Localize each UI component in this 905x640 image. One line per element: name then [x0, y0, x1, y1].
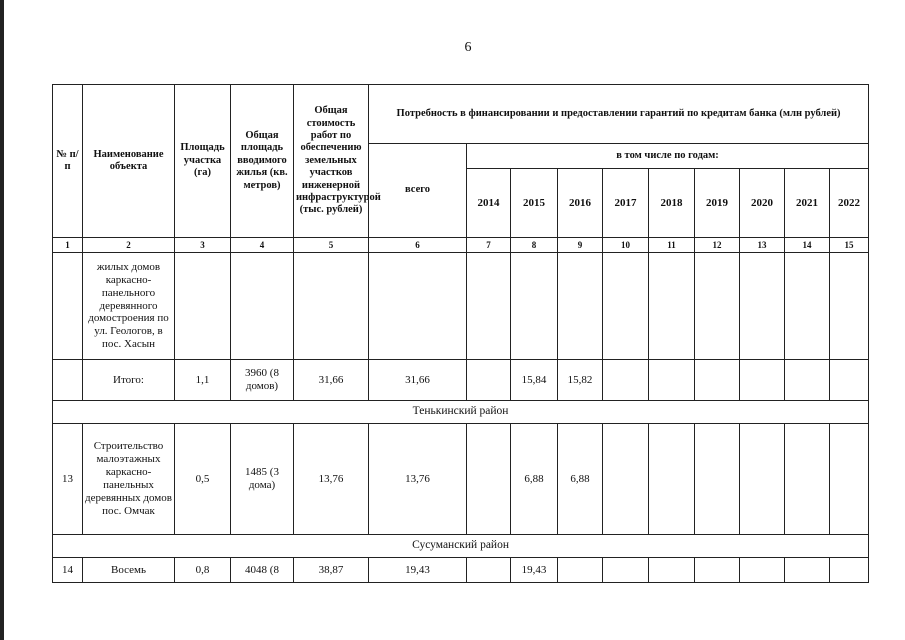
column-number: 12 [695, 238, 740, 253]
header-by-years: в том числе по годам: [467, 144, 869, 169]
cell-empty [785, 253, 830, 360]
cell-housing: 1485 (3 дома) [231, 424, 294, 535]
cell-empty [649, 424, 695, 535]
cell-housing: 4048 (8 [231, 558, 294, 583]
column-number: 9 [558, 238, 603, 253]
cell-empty [603, 253, 649, 360]
cell-num: 14 [53, 558, 83, 583]
section-title: Сусуманский район [53, 535, 869, 558]
cell-area: 1,1 [175, 360, 231, 401]
cell-empty [695, 253, 740, 360]
column-number: 1 [53, 238, 83, 253]
cell-2015: 19,43 [511, 558, 558, 583]
cell-cost: 31,66 [294, 360, 369, 401]
header-row-1 [53, 85, 869, 144]
column-number: 4 [231, 238, 294, 253]
header-housing: Общая площадь вводимого жилья (кв. метров) [231, 85, 294, 238]
cell-num [53, 360, 83, 401]
cell-num [53, 253, 83, 360]
cell-empty [558, 558, 603, 583]
column-number: 2 [83, 238, 175, 253]
column-number: 3 [175, 238, 231, 253]
cell-empty [649, 360, 695, 401]
cell-empty [695, 424, 740, 535]
cell-empty [830, 253, 869, 360]
cell-empty [603, 558, 649, 583]
column-number: 13 [740, 238, 785, 253]
header-total: всего [369, 144, 467, 238]
year-header: 2017 [603, 169, 649, 238]
cell-empty [830, 360, 869, 401]
cell-cost: 13,76 [294, 424, 369, 535]
cell-empty [603, 424, 649, 535]
header-num: № п/п [53, 85, 83, 238]
cell-empty [511, 253, 558, 360]
table-row-14 [53, 558, 869, 583]
cell-empty [785, 360, 830, 401]
cell-2016: 15,82 [558, 360, 603, 401]
header-cost: Общая стоимость работ по обеспечению земельных участков инженерной инфраструктурой (тыс. рублей) [294, 85, 369, 238]
year-header: 2016 [558, 169, 603, 238]
cell-2016: 6,88 [558, 424, 603, 535]
cell-total: 13,76 [369, 424, 467, 535]
cell-empty [740, 558, 785, 583]
column-number: 5 [294, 238, 369, 253]
cell-empty [649, 253, 695, 360]
year-header: 2022 [830, 169, 869, 238]
header-area: Площадь участка (га) [175, 85, 231, 238]
header-financing: Потребность в финансировании и предоставлении гарантий по кредитам банка (млн рублей) [369, 85, 869, 144]
page-number: 6 [464, 40, 472, 55]
year-header: 2019 [695, 169, 740, 238]
column-number: 11 [649, 238, 695, 253]
cell-object-name: жилых домов каркасно-панельного деревянного домостроения по ул. Геологов, в пос. Хасын [83, 253, 175, 360]
column-number: 15 [830, 238, 869, 253]
column-number: 7 [467, 238, 511, 253]
financing-table [52, 84, 869, 583]
column-number: 14 [785, 238, 830, 253]
cell-empty [231, 253, 294, 360]
cell-empty [740, 424, 785, 535]
cell-2015: 15,84 [511, 360, 558, 401]
cell-empty [740, 253, 785, 360]
cell-empty [175, 253, 231, 360]
cell-empty [649, 558, 695, 583]
cell-2015: 6,88 [511, 424, 558, 535]
year-header: 2020 [740, 169, 785, 238]
table-row-13 [53, 424, 869, 535]
section-row-susuman [53, 535, 869, 558]
cell-area: 0,5 [175, 424, 231, 535]
cell-empty [830, 558, 869, 583]
scan-edge-shadow [0, 0, 4, 640]
column-number: 6 [369, 238, 467, 253]
section-title: Тенькинский район [53, 401, 869, 424]
year-header: 2018 [649, 169, 695, 238]
cell-2014 [467, 558, 511, 583]
table-row-continuation [53, 253, 869, 360]
year-header: 2014 [467, 169, 511, 238]
column-number-row [53, 238, 869, 253]
cell-object-name: Восемь [83, 558, 175, 583]
cell-empty [830, 424, 869, 535]
cell-empty [467, 253, 511, 360]
cell-2014 [467, 360, 511, 401]
cell-num: 13 [53, 424, 83, 535]
cell-object-name: Строительство малоэтажных каркасно-панельных деревянных домов пос. Омчак [83, 424, 175, 535]
year-header: 2015 [511, 169, 558, 238]
cell-empty [740, 360, 785, 401]
cell-area: 0,8 [175, 558, 231, 583]
column-number: 8 [511, 238, 558, 253]
column-number: 10 [603, 238, 649, 253]
cell-cost: 38,87 [294, 558, 369, 583]
year-header: 2021 [785, 169, 830, 238]
section-row-tenkin [53, 401, 869, 424]
cell-empty [785, 558, 830, 583]
cell-empty [695, 360, 740, 401]
cell-housing: 3960 (8 домов) [231, 360, 294, 401]
cell-empty [785, 424, 830, 535]
header-name: Наименование объекта [83, 85, 175, 238]
cell-2014 [467, 424, 511, 535]
cell-total: 31,66 [369, 360, 467, 401]
cell-empty [695, 558, 740, 583]
cell-empty [369, 253, 467, 360]
table-row-total [53, 360, 869, 401]
cell-empty [558, 253, 603, 360]
cell-total: 19,43 [369, 558, 467, 583]
cell-total-label: Итого: [83, 360, 175, 401]
cell-empty [603, 360, 649, 401]
cell-empty [294, 253, 369, 360]
